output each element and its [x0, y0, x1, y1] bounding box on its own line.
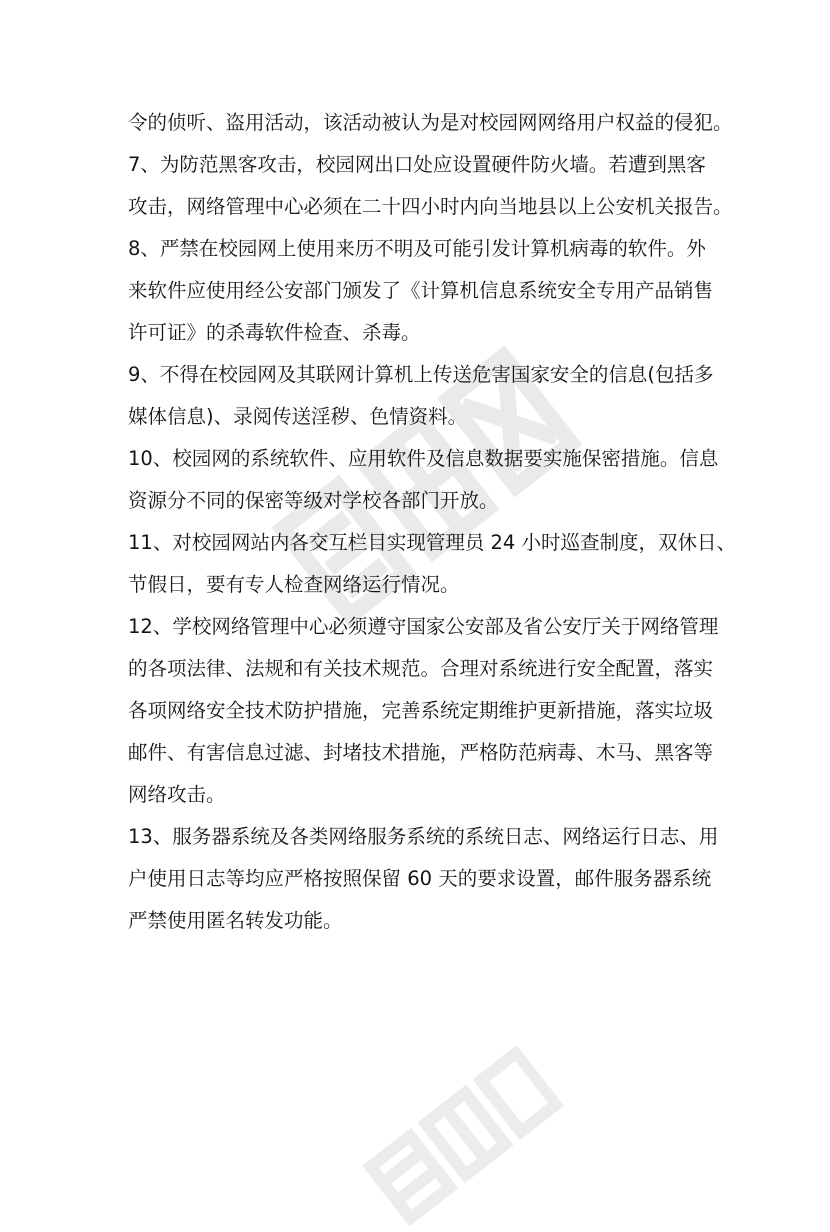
text-line: 攻击，网络管理中心必须在二十四小时内向当地县以上公安机关报告。 [128, 195, 733, 218]
text-line: 各项网络安全技术防护措施，完善系统定期维护更新措施，落实垃圾 [128, 699, 714, 722]
text-line: 许可证》的杀毒软件检查、杀毒。 [128, 321, 421, 344]
text-line: 邮件、有害信息过滤、封堵技术措施，严格防范病毒、木马、黑客等 [128, 741, 714, 764]
text-line: 10、校园网的系统软件、应用软件及信息数据要实施保密措施。信息 [128, 447, 719, 470]
text-line: 12、学校网络管理中心必须遵守国家公安部及省公安厅关于网络管理 [128, 615, 719, 638]
text-line: 严禁使用匿名转发功能。 [128, 909, 343, 932]
text-line: 户使用日志等均应严格按照保留 60 天的要求设置，邮件服务器系统 [128, 867, 712, 890]
text-line: 资源分不同的保密等级对学校各部门开放。 [128, 489, 499, 512]
text-line: 8、严禁在校园网上使用来历不明及可能引发计算机病毒的软件。外 [128, 237, 706, 260]
text-line: 来软件应使用经公安部门颁发了《计算机信息系统安全专用产品销售 [128, 279, 714, 302]
document-body [128, 104, 737, 944]
text-line: 13、服务器系统及各类网络服务系统的系统日志、网络运行日志、用 [128, 825, 719, 848]
text-line: 媒体信息)、录阅传送淫秽、色情资料。 [128, 405, 468, 428]
text-line: 9、不得在校园网及其联网计算机上传送危害国家安全的信息(包括多 [128, 363, 714, 386]
text-line: 11、对校园网站内各交互栏目实现管理员 24 小时巡查制度，双休日、 [128, 531, 737, 554]
text-line: 7、为防范黑客攻击，校园网出口处应设置硬件防火墙。若遭到黑客 [128, 153, 706, 176]
text-line: 令的侦听、盗用活动，该活动被认为是对校园网网络用户权益的侵犯。 [128, 111, 733, 134]
text-line: 网络攻击。 [128, 783, 226, 806]
watermark-graphic [353, 1038, 566, 1232]
text-line: 节假日，要有专人检查网络运行情况。 [128, 573, 460, 596]
text-line: 的各项法律、法规和有关技术规范。合理对系统进行安全配置，落实 [128, 657, 714, 680]
